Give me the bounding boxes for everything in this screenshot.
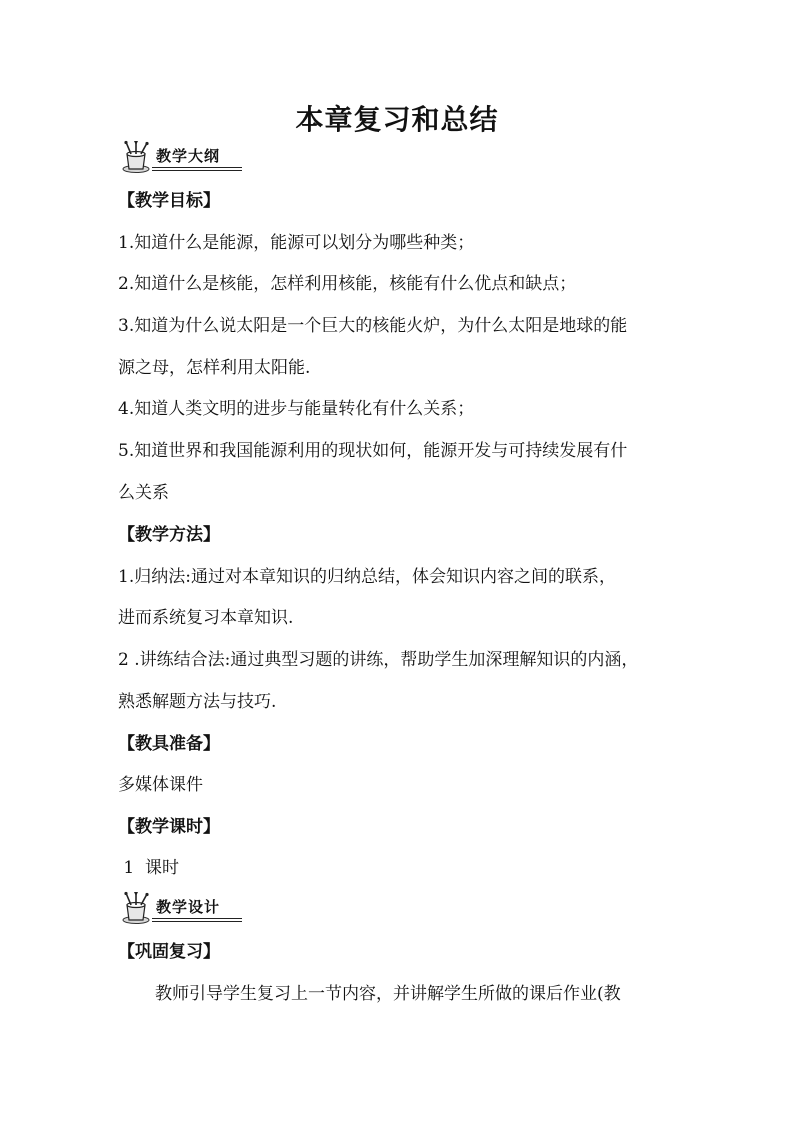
method-item: 1.归纳法:通过对本章知识的归纳总结，体会知识内容之间的联系， [118,567,616,587]
review-paragraph: 教师引导学生复习上一节内容，并讲解学生所做的课后作业(教 [155,984,621,1004]
section-badge-syllabus [118,140,242,174]
periods-text: 1 课时 [118,858,180,878]
badge-underline-thin [152,170,242,171]
materials-heading: 【教具准备】 [118,734,220,754]
objective-item-continued: 么关系 [118,483,169,503]
section-badge-design [118,891,242,925]
objectives-heading: 【教学目标】 [118,191,220,211]
periods-heading: 【教学课时】 [118,817,220,837]
pen-holder-icon [118,891,154,925]
badge-underline [152,167,242,168]
objective-item: 5.知道世界和我国能源利用的现状如何，能源开发与可持续发展有什 [118,441,628,461]
method-item-continued: 进而系统复习本章知识. [118,608,294,628]
materials-text: 多媒体课件 [118,775,203,795]
methods-heading: 【教学方法】 [118,525,220,545]
objective-item-continued: 源之母，怎样利用太阳能. [118,358,311,378]
objective-item: 2.知道什么是核能，怎样利用核能，核能有什么优点和缺点； [118,274,577,294]
page-title: 本章复习和总结 [295,103,499,136]
objective-item: 3.知道为什么说太阳是一个巨大的核能火炉，为什么太阳是地球的能 [118,316,628,336]
badge-underline [152,918,242,919]
badge-underline-thin [152,921,242,922]
method-item-continued: 熟悉解题方法与技巧. [118,692,277,712]
objective-item: 4.知道人类文明的进步与能量转化有什么关系； [118,399,475,419]
objective-item: 1.知道什么是能源，能源可以划分为哪些种类； [118,233,475,253]
review-heading: 【巩固复习】 [118,942,220,962]
method-item: 2 .讲练结合法:通过典型习题的讲练，帮助学生加深理解知识的内涵， [118,650,639,670]
pen-holder-icon [118,140,154,174]
section-badge-label: 教学大纲 [156,147,221,165]
section-badge-label: 教学设计 [156,898,221,916]
